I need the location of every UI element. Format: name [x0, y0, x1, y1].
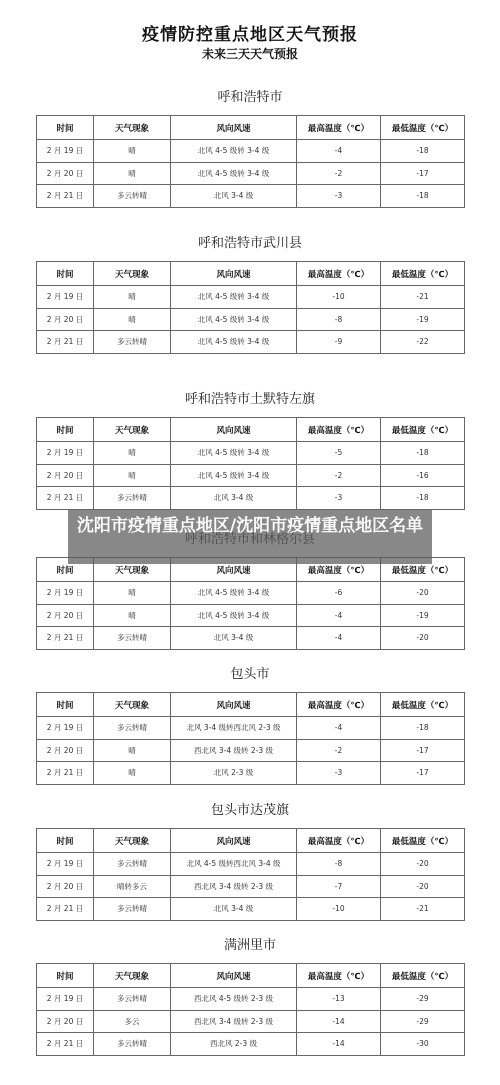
table-cell: -4	[297, 717, 381, 740]
table-cell: 2 月 19 日	[37, 988, 94, 1011]
column-header: 时间	[37, 829, 94, 853]
table-cell: -18	[381, 487, 465, 510]
table-cell: 北风 4-5 级转 3-4 级	[171, 442, 297, 465]
table-cell: -10	[297, 286, 381, 309]
table-cell: 晴	[94, 762, 171, 785]
table-cell: 晴	[94, 286, 171, 309]
table-cell: -17	[381, 739, 465, 762]
document-title: 疫情防控重点地区天气预报	[142, 25, 358, 45]
column-header: 最高温度（℃）	[297, 116, 381, 140]
table-cell: -20	[381, 627, 465, 650]
table-header-row	[37, 964, 465, 988]
table-cell: -2	[297, 739, 381, 762]
table-cell: 晴	[94, 604, 171, 627]
table-cell: -8	[297, 308, 381, 331]
table-cell: 北风 4-5 级转 3-4 级	[171, 582, 297, 605]
table-row	[37, 464, 465, 487]
table-cell: 多云转晴	[94, 988, 171, 1011]
table-cell: 多云转晴	[94, 853, 171, 876]
forecast-section	[36, 389, 464, 510]
table-cell: 2 月 21 日	[37, 331, 94, 354]
table-cell: -20	[381, 582, 465, 605]
table-cell: 2 月 19 日	[37, 582, 94, 605]
table-cell: 多云转晴	[94, 627, 171, 650]
table-cell: 多云转晴	[94, 717, 171, 740]
column-header: 风向风速	[171, 558, 297, 582]
table-cell: -17	[381, 762, 465, 785]
table-cell: -21	[381, 286, 465, 309]
table-cell: 西北风 3-4 级转 2-3 级	[171, 875, 297, 898]
table-row	[37, 442, 465, 465]
table-cell: -19	[381, 604, 465, 627]
column-header: 最低温度（℃）	[381, 116, 465, 140]
table-cell: 2 月 21 日	[37, 898, 94, 921]
table-cell: 北风 3-4 级	[171, 627, 297, 650]
table-cell: -18	[381, 442, 465, 465]
column-header: 风向风速	[171, 418, 297, 442]
table-cell: 2 月 20 日	[37, 162, 94, 185]
table-cell: 北风 4-5 级转 3-4 级	[171, 286, 297, 309]
table-cell: 晴	[94, 162, 171, 185]
column-header: 天气现象	[94, 116, 171, 140]
table-cell: 2 月 19 日	[37, 442, 94, 465]
column-header: 时间	[37, 558, 94, 582]
table-cell: -29	[381, 1010, 465, 1033]
table-cell: 北风 3-4 级	[171, 898, 297, 921]
table-cell: -13	[297, 988, 381, 1011]
table-row	[37, 331, 465, 354]
table-cell: 2 月 20 日	[37, 464, 94, 487]
column-header: 最高温度（℃）	[297, 829, 381, 853]
city-heading: 包头市	[230, 667, 270, 682]
table-cell: 西北风 3-4 级转 2-3 级	[171, 739, 297, 762]
table-cell: -14	[297, 1033, 381, 1056]
table-cell: -19	[381, 308, 465, 331]
table-cell: 多云转晴	[94, 898, 171, 921]
column-header: 时间	[37, 262, 94, 286]
table-cell: -22	[381, 331, 465, 354]
table-row	[37, 185, 465, 208]
table-cell: 北风 4-5 级转西北风 3-4 级	[171, 853, 297, 876]
table-cell: 北风 4-5 级转 3-4 级	[171, 331, 297, 354]
table-header-row	[37, 829, 465, 853]
column-header: 风向风速	[171, 116, 297, 140]
table-cell: 晴	[94, 140, 171, 163]
column-header: 最低温度（℃）	[381, 829, 465, 853]
column-header: 最高温度（℃）	[297, 558, 381, 582]
table-cell: 北风 3-4 级	[171, 185, 297, 208]
table-cell: 北风 3-4 级	[171, 487, 297, 510]
column-header: 最低温度（℃）	[381, 262, 465, 286]
column-header: 天气现象	[94, 418, 171, 442]
table-cell: -9	[297, 331, 381, 354]
table-row	[37, 762, 465, 785]
column-header: 最高温度（℃）	[297, 964, 381, 988]
table-cell: -16	[381, 464, 465, 487]
table-cell: -18	[381, 140, 465, 163]
forecast-section	[36, 935, 464, 1056]
table-cell: -18	[381, 185, 465, 208]
forecast-section	[36, 800, 464, 921]
table-row	[37, 875, 465, 898]
table-cell: 2 月 21 日	[37, 1033, 94, 1056]
table-row	[37, 582, 465, 605]
table-cell: -4	[297, 604, 381, 627]
column-header: 天气现象	[94, 693, 171, 717]
table-cell: -2	[297, 464, 381, 487]
table-cell: 晴	[94, 308, 171, 331]
table-cell: 晴	[94, 739, 171, 762]
table-cell: -10	[297, 898, 381, 921]
column-header: 时间	[37, 418, 94, 442]
table-cell: 多云	[94, 1010, 171, 1033]
column-header: 天气现象	[94, 964, 171, 988]
table-cell: -17	[381, 162, 465, 185]
column-header: 风向风速	[171, 964, 297, 988]
table-cell: 西北风 2-3 级	[171, 1033, 297, 1056]
table-row	[37, 286, 465, 309]
table-cell: 2 月 21 日	[37, 185, 94, 208]
table-cell: 西北风 3-4 级转 2-3 级	[171, 1010, 297, 1033]
table-cell: 西北风 4-5 级转 2-3 级	[171, 988, 297, 1011]
table-row	[37, 627, 465, 650]
table-cell: 2 月 21 日	[37, 627, 94, 650]
table-cell: -7	[297, 875, 381, 898]
table-cell: 2 月 20 日	[37, 875, 94, 898]
table-row	[37, 604, 465, 627]
column-header: 最高温度（℃）	[297, 693, 381, 717]
table-cell: 晴	[94, 582, 171, 605]
table-cell: -30	[381, 1033, 465, 1056]
table-cell: -6	[297, 582, 381, 605]
column-header: 最高温度（℃）	[297, 418, 381, 442]
table-row	[37, 739, 465, 762]
table-row	[37, 1033, 465, 1056]
table-row	[37, 717, 465, 740]
table-cell: 2 月 21 日	[37, 762, 94, 785]
column-header: 时间	[37, 964, 94, 988]
city-heading: 满洲里市	[223, 938, 276, 953]
column-header: 最高温度（℃）	[297, 262, 381, 286]
table-cell: 北风 4-5 级转 3-4 级	[171, 308, 297, 331]
table-cell: 北风 4-5 级转 3-4 级	[171, 162, 297, 185]
table-cell: -18	[381, 717, 465, 740]
table-cell: -4	[297, 627, 381, 650]
table-cell: 2 月 20 日	[37, 739, 94, 762]
table-cell: 多云转晴	[94, 487, 171, 510]
table-cell: 2 月 19 日	[37, 140, 94, 163]
column-header: 时间	[37, 116, 94, 140]
table-cell: 晴	[94, 464, 171, 487]
table-cell: -14	[297, 1010, 381, 1033]
forecast-table	[36, 261, 465, 354]
forecast-table	[36, 963, 465, 1056]
table-header-row	[37, 262, 465, 286]
table-cell: 多云转晴	[94, 1033, 171, 1056]
column-header: 天气现象	[94, 829, 171, 853]
table-cell: 多云转晴	[94, 185, 171, 208]
table-cell: 2 月 20 日	[37, 308, 94, 331]
table-cell: -4	[297, 140, 381, 163]
table-cell: -20	[381, 853, 465, 876]
table-cell: 2 月 19 日	[37, 717, 94, 740]
table-row	[37, 140, 465, 163]
table-cell: -8	[297, 853, 381, 876]
table-cell: 北风 4-5 级转 3-4 级	[171, 140, 297, 163]
table-cell: 北风 2-3 级	[171, 762, 297, 785]
overlay-banner: 沈阳市疫情重点地区/沈阳市疫情重点地区名单	[68, 510, 432, 564]
table-row	[37, 162, 465, 185]
forecast-table	[36, 692, 465, 785]
table-row	[37, 308, 465, 331]
forecast-table	[36, 417, 465, 510]
column-header: 最低温度（℃）	[381, 418, 465, 442]
table-cell: 2 月 21 日	[37, 487, 94, 510]
column-header: 时间	[37, 693, 94, 717]
table-cell: 2 月 20 日	[37, 604, 94, 627]
column-header: 风向风速	[171, 829, 297, 853]
forecast-section	[36, 87, 464, 208]
city-heading: 呼和浩特市土默特左旗	[184, 392, 315, 407]
table-row	[37, 1010, 465, 1033]
table-cell: 2 月 19 日	[37, 286, 94, 309]
table-row	[37, 853, 465, 876]
column-header: 天气现象	[94, 262, 171, 286]
table-cell: -2	[297, 162, 381, 185]
city-heading: 呼和浩特市	[217, 90, 283, 105]
table-cell: 2 月 19 日	[37, 853, 94, 876]
table-cell: -29	[381, 988, 465, 1011]
table-cell: -20	[381, 875, 465, 898]
table-cell: 北风 4-5 级转 3-4 级	[171, 604, 297, 627]
table-row	[37, 487, 465, 510]
table-cell: -21	[381, 898, 465, 921]
forecast-table	[36, 557, 465, 650]
table-cell: -3	[297, 185, 381, 208]
table-cell: 多云转晴	[94, 331, 171, 354]
forecast-table	[36, 115, 465, 208]
table-cell: 北风 3-4 级转西北风 2-3 级	[171, 717, 297, 740]
forecast-table	[36, 828, 465, 921]
column-header: 天气现象	[94, 558, 171, 582]
table-cell: 2 月 20 日	[37, 1010, 94, 1033]
column-header: 最低温度（℃）	[381, 693, 465, 717]
column-header: 最低温度（℃）	[381, 964, 465, 988]
column-header: 风向风速	[171, 262, 297, 286]
table-cell: -3	[297, 487, 381, 510]
table-cell: 北风 4-5 级转 3-4 级	[171, 464, 297, 487]
table-header-row	[37, 116, 465, 140]
city-heading: 包头市达茂旗	[210, 803, 289, 818]
table-header-row	[37, 693, 465, 717]
column-header: 最低温度（℃）	[381, 558, 465, 582]
table-row	[37, 898, 465, 921]
table-row	[37, 988, 465, 1011]
table-cell: 晴转多云	[94, 875, 171, 898]
table-header-row	[37, 418, 465, 442]
city-heading: 呼和浩特市武川县	[197, 236, 302, 251]
table-cell: 晴	[94, 442, 171, 465]
forecast-section	[36, 664, 464, 785]
column-header: 风向风速	[171, 693, 297, 717]
forecast-section	[36, 233, 464, 354]
table-cell: -5	[297, 442, 381, 465]
document-subtitle: 未来三天天气预报	[201, 47, 298, 61]
table-cell: -3	[297, 762, 381, 785]
